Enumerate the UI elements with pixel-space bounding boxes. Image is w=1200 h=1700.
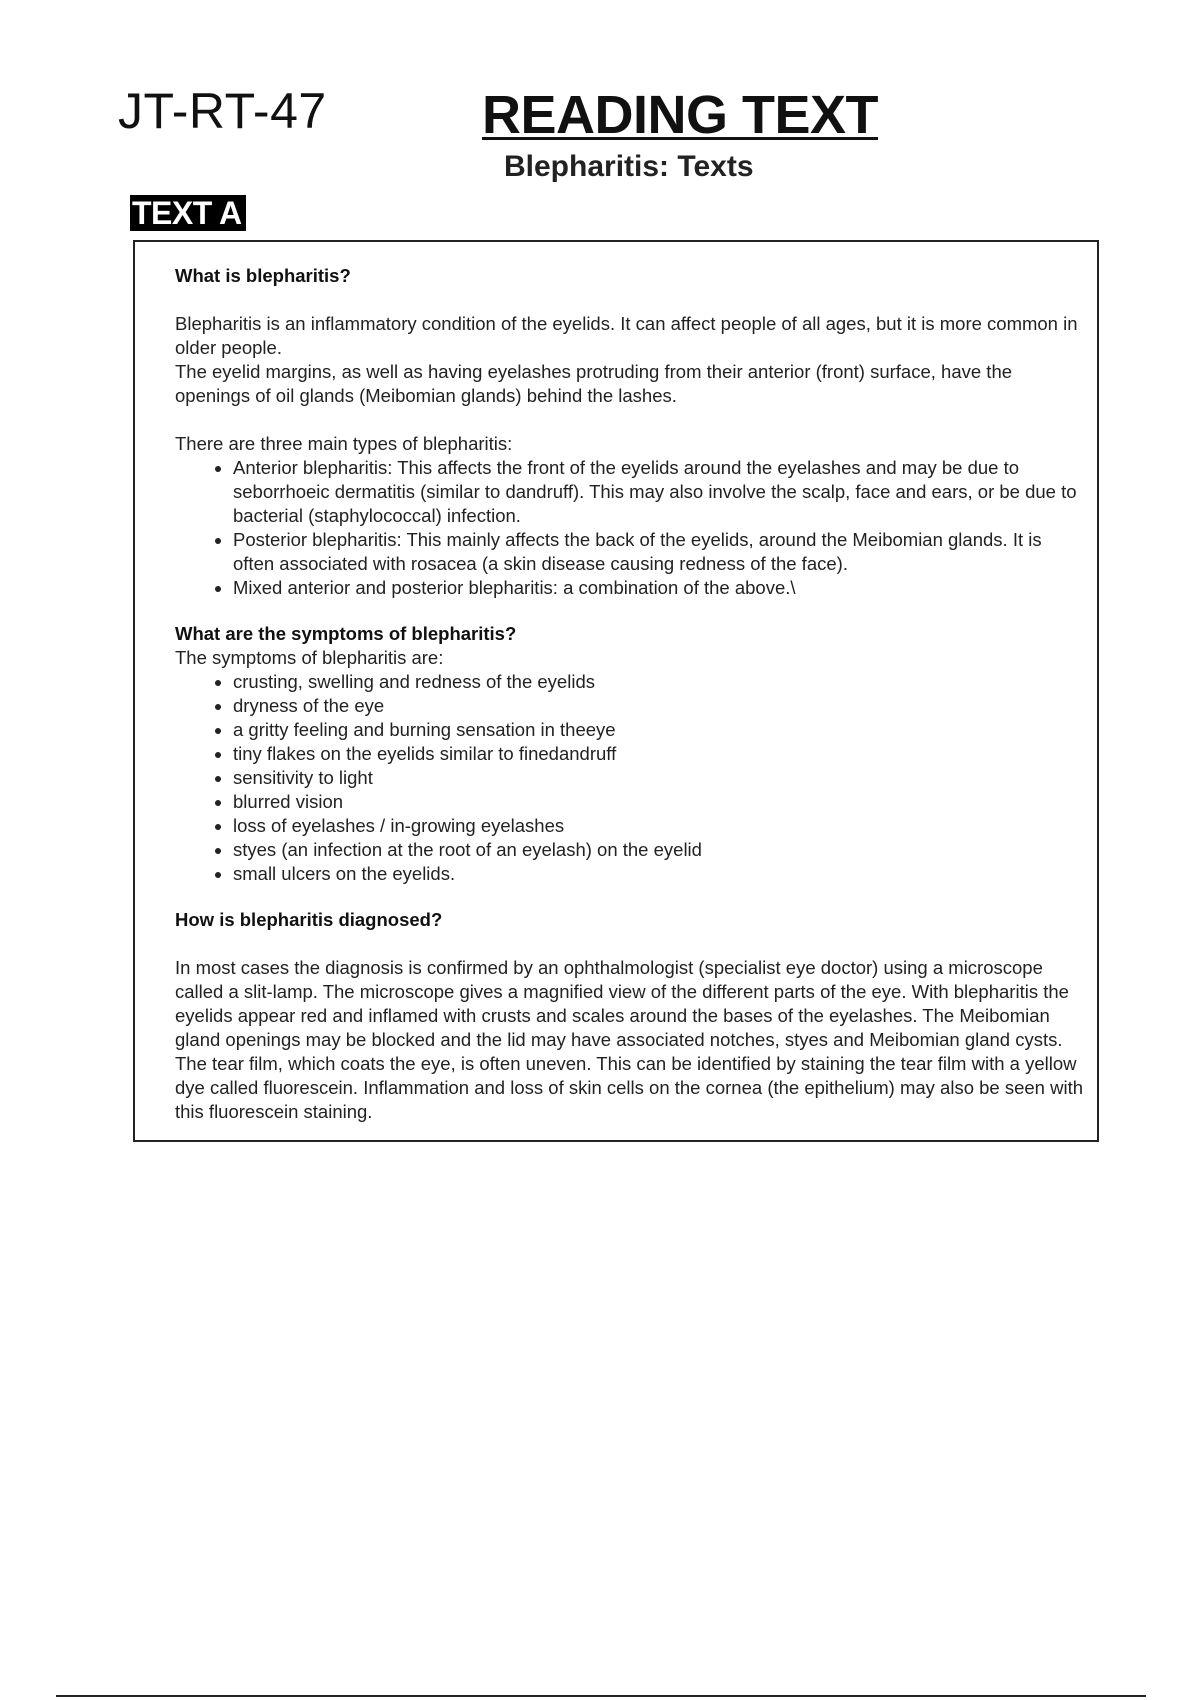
what-para-1: Blepharitis is an inflammatory condition of the eyelids. It can affect people of all ages, but it is more common in older people. <box>175 313 1078 358</box>
page-bottom-rule <box>56 1695 1146 1697</box>
list-item: • blurred vision <box>233 790 1087 814</box>
what-heading: What is blepharitis? <box>175 265 351 286</box>
text-a-box <box>133 240 1099 1142</box>
symptoms-list <box>175 670 1087 886</box>
types-intro: There are three main types of blepharitis: <box>175 433 513 454</box>
list-item: • tiny flakes on the eyelids similar to finedandruff <box>233 742 1087 766</box>
list-item: • dryness of the eye <box>233 694 1087 718</box>
list-item: • small ulcers on the eyelids. <box>233 862 1087 886</box>
list-item: • a gritty feeling and burning sensation in theeye <box>233 718 1087 742</box>
list-item: • loss of eyelashes / in-growing eyelashes <box>233 814 1087 838</box>
list-item: • Anterior blepharitis: This affects the front of the eyelids around the eyelashes and may be due to seborrhoeic dermatitis (similar to dandruff). This may also involve the scalp, face and ears, or be due to bacterial (staphylococcal) infection. <box>233 456 1087 528</box>
symptoms-heading: What are the symptoms of blepharitis? <box>175 623 517 644</box>
symptoms-intro: The symptoms of blepharitis are: <box>175 647 444 668</box>
types-list <box>175 456 1087 600</box>
diagnosis-para: In most cases the diagnosis is confirmed by an ophthalmologist (specialist eye doctor) using a microscope called a slit-lamp. The microscope gives a magnified view of the different parts of the eye. With blepharitis the eyelids appear red and inflamed with crusts and scales around the bases of the eyelashes. The Meibomian gland openings may be blocked and the lid may have associated notches, styes and Meibomian gland cysts. The tear film, which coats the eye, is often uneven. This can be identified by staining the tear film with a yellow dye called fluorescein. Inflammation and loss of skin cells on the cornea (the epithelium) may also be seen with this fluorescein staining. <box>175 957 1083 1122</box>
what-para-2: The eyelid margins, as well as having eyelashes protruding from their anterior (front) surface, have the openings of oil glands (Meibomian glands) behind the lashes. <box>175 361 1013 406</box>
list-item: • sensitivity to light <box>233 766 1087 790</box>
list-item: • styes (an infection at the root of an eyelash) on the eyelid <box>233 838 1087 862</box>
diagnosis-heading: How is blepharitis diagnosed? <box>175 909 443 930</box>
text-a-label: TEXT A <box>130 195 246 231</box>
list-item: • Posterior blepharitis: This mainly affects the back of the eyelids, around the Meibomian glands. It is often associated with rosacea (a skin disease causing redness of the face). <box>233 528 1087 576</box>
document-title: READING TEXT <box>482 85 879 145</box>
list-item: • Mixed anterior and posterior blepharitis: a combination of the above.\ <box>233 576 1087 600</box>
document-subtitle: Blepharitis: Texts <box>504 150 754 183</box>
document-code: JT-RT-47 <box>118 83 327 139</box>
list-item: • crusting, swelling and redness of the eyelids <box>233 670 1087 694</box>
